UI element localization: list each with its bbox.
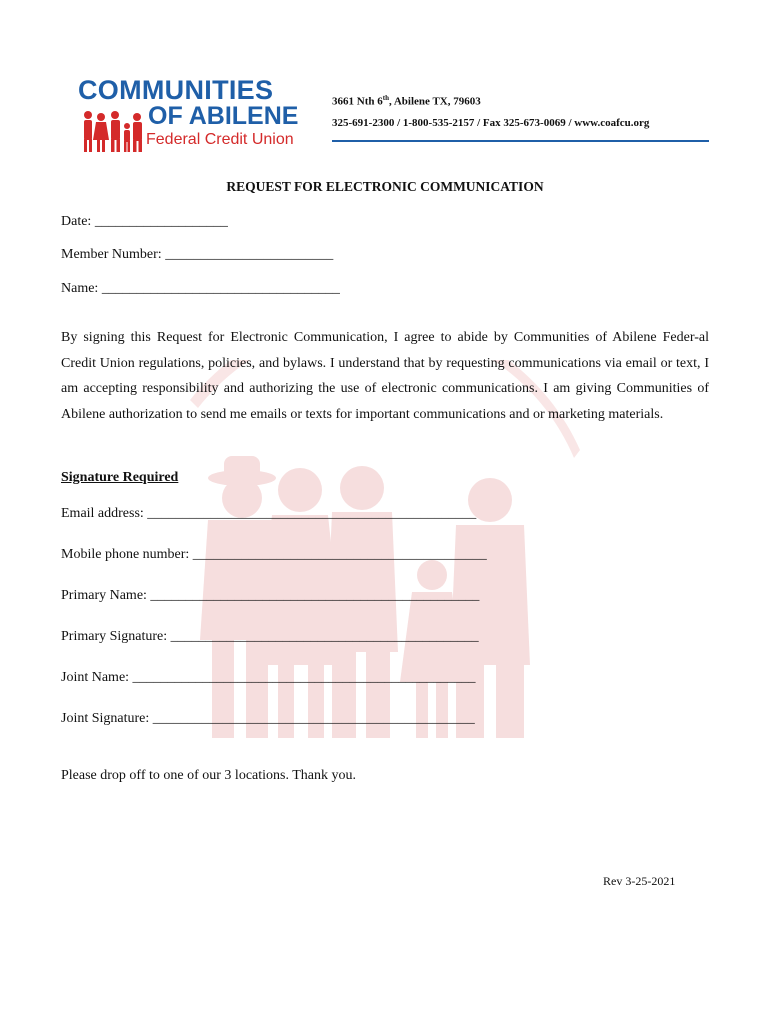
logo-text-of-abilene: OF ABILENE xyxy=(148,102,299,130)
email-address-field[interactable]: Email address: _______________________________________________ xyxy=(61,506,477,521)
revision-label: Rev 3-25-2021 xyxy=(603,874,676,888)
joint-name-field[interactable]: Joint Name: _________________________________________________ xyxy=(61,670,476,685)
signature-required-heading: Signature Required xyxy=(61,470,179,485)
name-field[interactable]: Name: __________________________________ xyxy=(61,281,340,296)
form-title: REQUEST FOR ELECTRONIC COMMUNICATION xyxy=(226,179,544,194)
closing-note: Please drop off to one of our 3 locations. Thank you. xyxy=(61,768,356,783)
member-number-field[interactable]: Member Number: ________________________ xyxy=(61,247,334,262)
date-field[interactable]: Date: ___________________ xyxy=(61,214,228,229)
logo-text-communities: COMMUNITIES xyxy=(78,75,274,105)
agreement-paragraph: By signing this Request for Electronic Communication, I agree to abide by Communities of Abilene Feder-al Credit Union regulations, policies, and bylaws. I understand that by requesting communications via email or text, I am accepting responsibility and authorizing the use of electronic communications. I am giving Communities of Abilene authorization to send me emails or texts for important communications and or marketing materials. xyxy=(61,330,709,422)
header-contact: 325-691-2300 / 1-800-535-2157 / Fax 325-673-0069 / www.coafcu.org xyxy=(332,117,650,129)
primary-signature-field[interactable]: Primary Signature: ____________________________________________ xyxy=(61,629,479,644)
header-address: 3661 Nth 6th, Abilene TX, 79603 xyxy=(332,94,481,108)
mobile-phone-field[interactable]: Mobile phone number: __________________________________________ xyxy=(61,547,487,562)
logo-text-federal-credit-union: Federal Credit Union xyxy=(146,131,294,148)
primary-name-field[interactable]: Primary Name: _______________________________________________ xyxy=(61,588,480,603)
credit-union-logo xyxy=(78,76,308,156)
joint-signature-field[interactable]: Joint Signature: ______________________________________________ xyxy=(61,711,475,726)
family-silhouette-icon xyxy=(80,109,144,153)
header-divider xyxy=(332,140,709,142)
